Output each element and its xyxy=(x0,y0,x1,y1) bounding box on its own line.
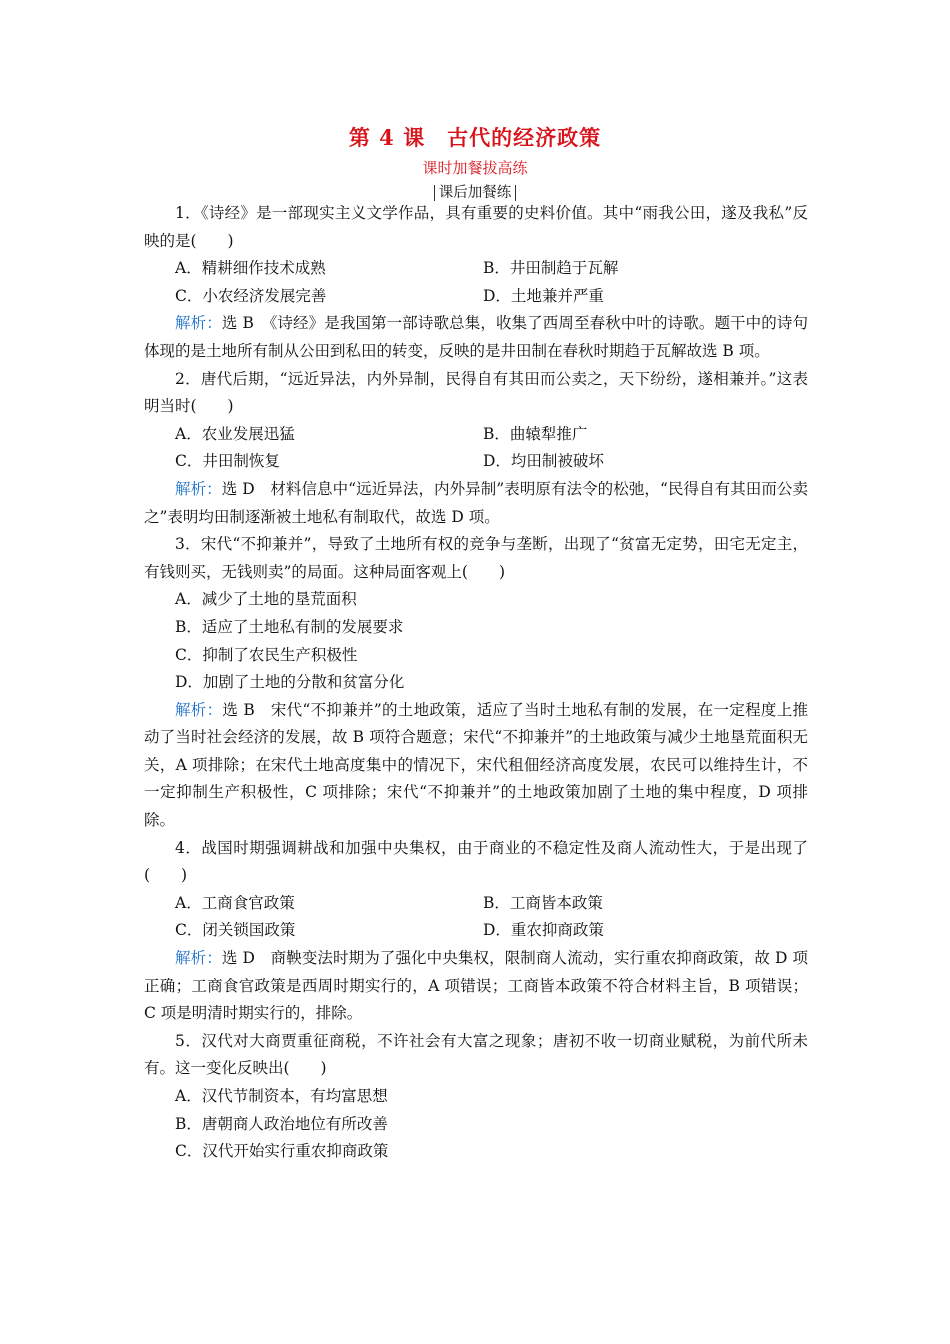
option: B．曲辕犁推广 xyxy=(483,424,588,443)
analysis-label: 解析： xyxy=(175,949,222,968)
question-2-options-row-2 xyxy=(144,448,808,476)
analysis-label: 解析： xyxy=(175,700,223,719)
question-list xyxy=(144,200,808,1166)
option: B．适应了土地私有制的发展要求 xyxy=(175,617,404,636)
analysis-text: 选 D 商鞅变法时期为了强化中央集权，限制商人流动，实行重农抑商政策，故 D 项正确；工商食官政策是西周时期实行的，A 项错误；工商皆本政策不符合材料主旨，B 项错误；C 项是明清时期实行的，排除。 xyxy=(144,949,808,1023)
option: C．闭关锁国政策 xyxy=(175,921,296,940)
option: C．小农经济发展完善 xyxy=(175,286,327,305)
lesson-subtitle: 课时加餐拔高练 xyxy=(422,159,528,177)
question-4-analysis xyxy=(144,945,808,1028)
option: D．加剧了土地的分散和贫富分化 xyxy=(175,673,405,692)
option: B．工商皆本政策 xyxy=(483,893,603,912)
analysis-label: 解析： xyxy=(175,479,222,498)
lesson-title: 第 4 课 古代的经济政策 xyxy=(348,125,602,150)
question-2-analysis xyxy=(144,476,808,531)
question-4-options-row-2 xyxy=(144,917,808,945)
question-1-analysis xyxy=(144,310,808,365)
question-4-stem: 4．战国时期强调耕战和加强中央集权，由于商业的不稳定性及商人流动性大，于是出现了( ) xyxy=(144,838,808,885)
option: D．重农抑商政策 xyxy=(483,921,604,940)
option: A．工商食官政策 xyxy=(175,893,295,912)
option: A．减少了土地的垦荒面积 xyxy=(175,590,357,609)
analysis-text: 选 B 《诗经》是我国第一部诗歌总集，收集了西周至春秋中叶的诗歌。题干中的诗句体现的是土地所有制从公田到私田的转变，反映的是井田制在春秋时期趋于瓦解故选 B 项。 xyxy=(144,314,808,360)
question-2-stem: 2．唐代后期，“远近异法，内外异制，民得自有其田而公卖之，天下纷纷，遂相兼并。”这表明当时( ) xyxy=(144,369,808,416)
question-2-options-row-1 xyxy=(144,421,808,449)
option: A．农业发展迅猛 xyxy=(175,424,295,443)
question-3-stem: 3．宋代“不抑兼并”，导致了土地所有权的竞争与垄断，出现了“贫富无定势，田宅无定主，有钱则买，无钱则卖”的局面。这种局面客观上( ) xyxy=(144,535,808,581)
option: A．汉代节制资本，有均富思想 xyxy=(175,1087,388,1105)
option: B．井田制趋于瓦解 xyxy=(483,259,619,278)
option: B．唐朝商人政治地位有所改善 xyxy=(175,1114,388,1133)
option: D．土地兼并严重 xyxy=(483,286,604,305)
analysis-label: 解析： xyxy=(175,314,222,333)
question-5-stem: 5．汉代对大商贾重征商税，不许社会有大富之现象；唐初不收一切商业赋税，为前代所未有。这一变化反映出( ) xyxy=(144,1031,808,1078)
option: D．均田制被破坏 xyxy=(483,452,604,471)
analysis-text: 选 B 宋代“不抑兼并”的土地政策，适应了当时土地私有制的发展，在一定程度上推动了当时社会经济的发展，故 B 项符合题意；宋代“不抑兼并”的土地政策与减少土地垦荒面积无关，A 项排除；在宋代土地高度集中的情况下，宋代租佃经济高度发展，农民可以维持生计，不一定抑制生产积极性，C 项排除；宋代“不抑兼并”的土地政策加剧了土地的集中程度，D 项排除。 xyxy=(144,700,808,830)
section-tag-label: 课后加餐练 xyxy=(434,185,517,201)
option: C．汉代开始实行重农抑商政策 xyxy=(175,1142,389,1161)
question-1-options-row-1 xyxy=(144,255,808,283)
question-4-options-row-1 xyxy=(144,890,808,918)
option: C．井田制恢复 xyxy=(175,452,280,471)
analysis-text: 选 D 材料信息中“远近异法，内外异制”表明原有法令的松弛，“民得自有其田而公卖之”表明均田制逐渐被土地私有制取代，故选 D 项。 xyxy=(144,479,808,526)
question-3-analysis xyxy=(144,697,808,835)
section-tag xyxy=(0,181,950,202)
option: A．精耕细作技术成熟 xyxy=(175,259,326,278)
question-1-options-row-2 xyxy=(144,283,808,311)
question-1-stem: 1．《诗经》是一部现实主义文学作品，具有重要的史料价值。其中“雨我公田，遂及我私”反映的是( ) xyxy=(144,204,808,250)
option: C．抑制了农民生产积极性 xyxy=(175,645,358,664)
